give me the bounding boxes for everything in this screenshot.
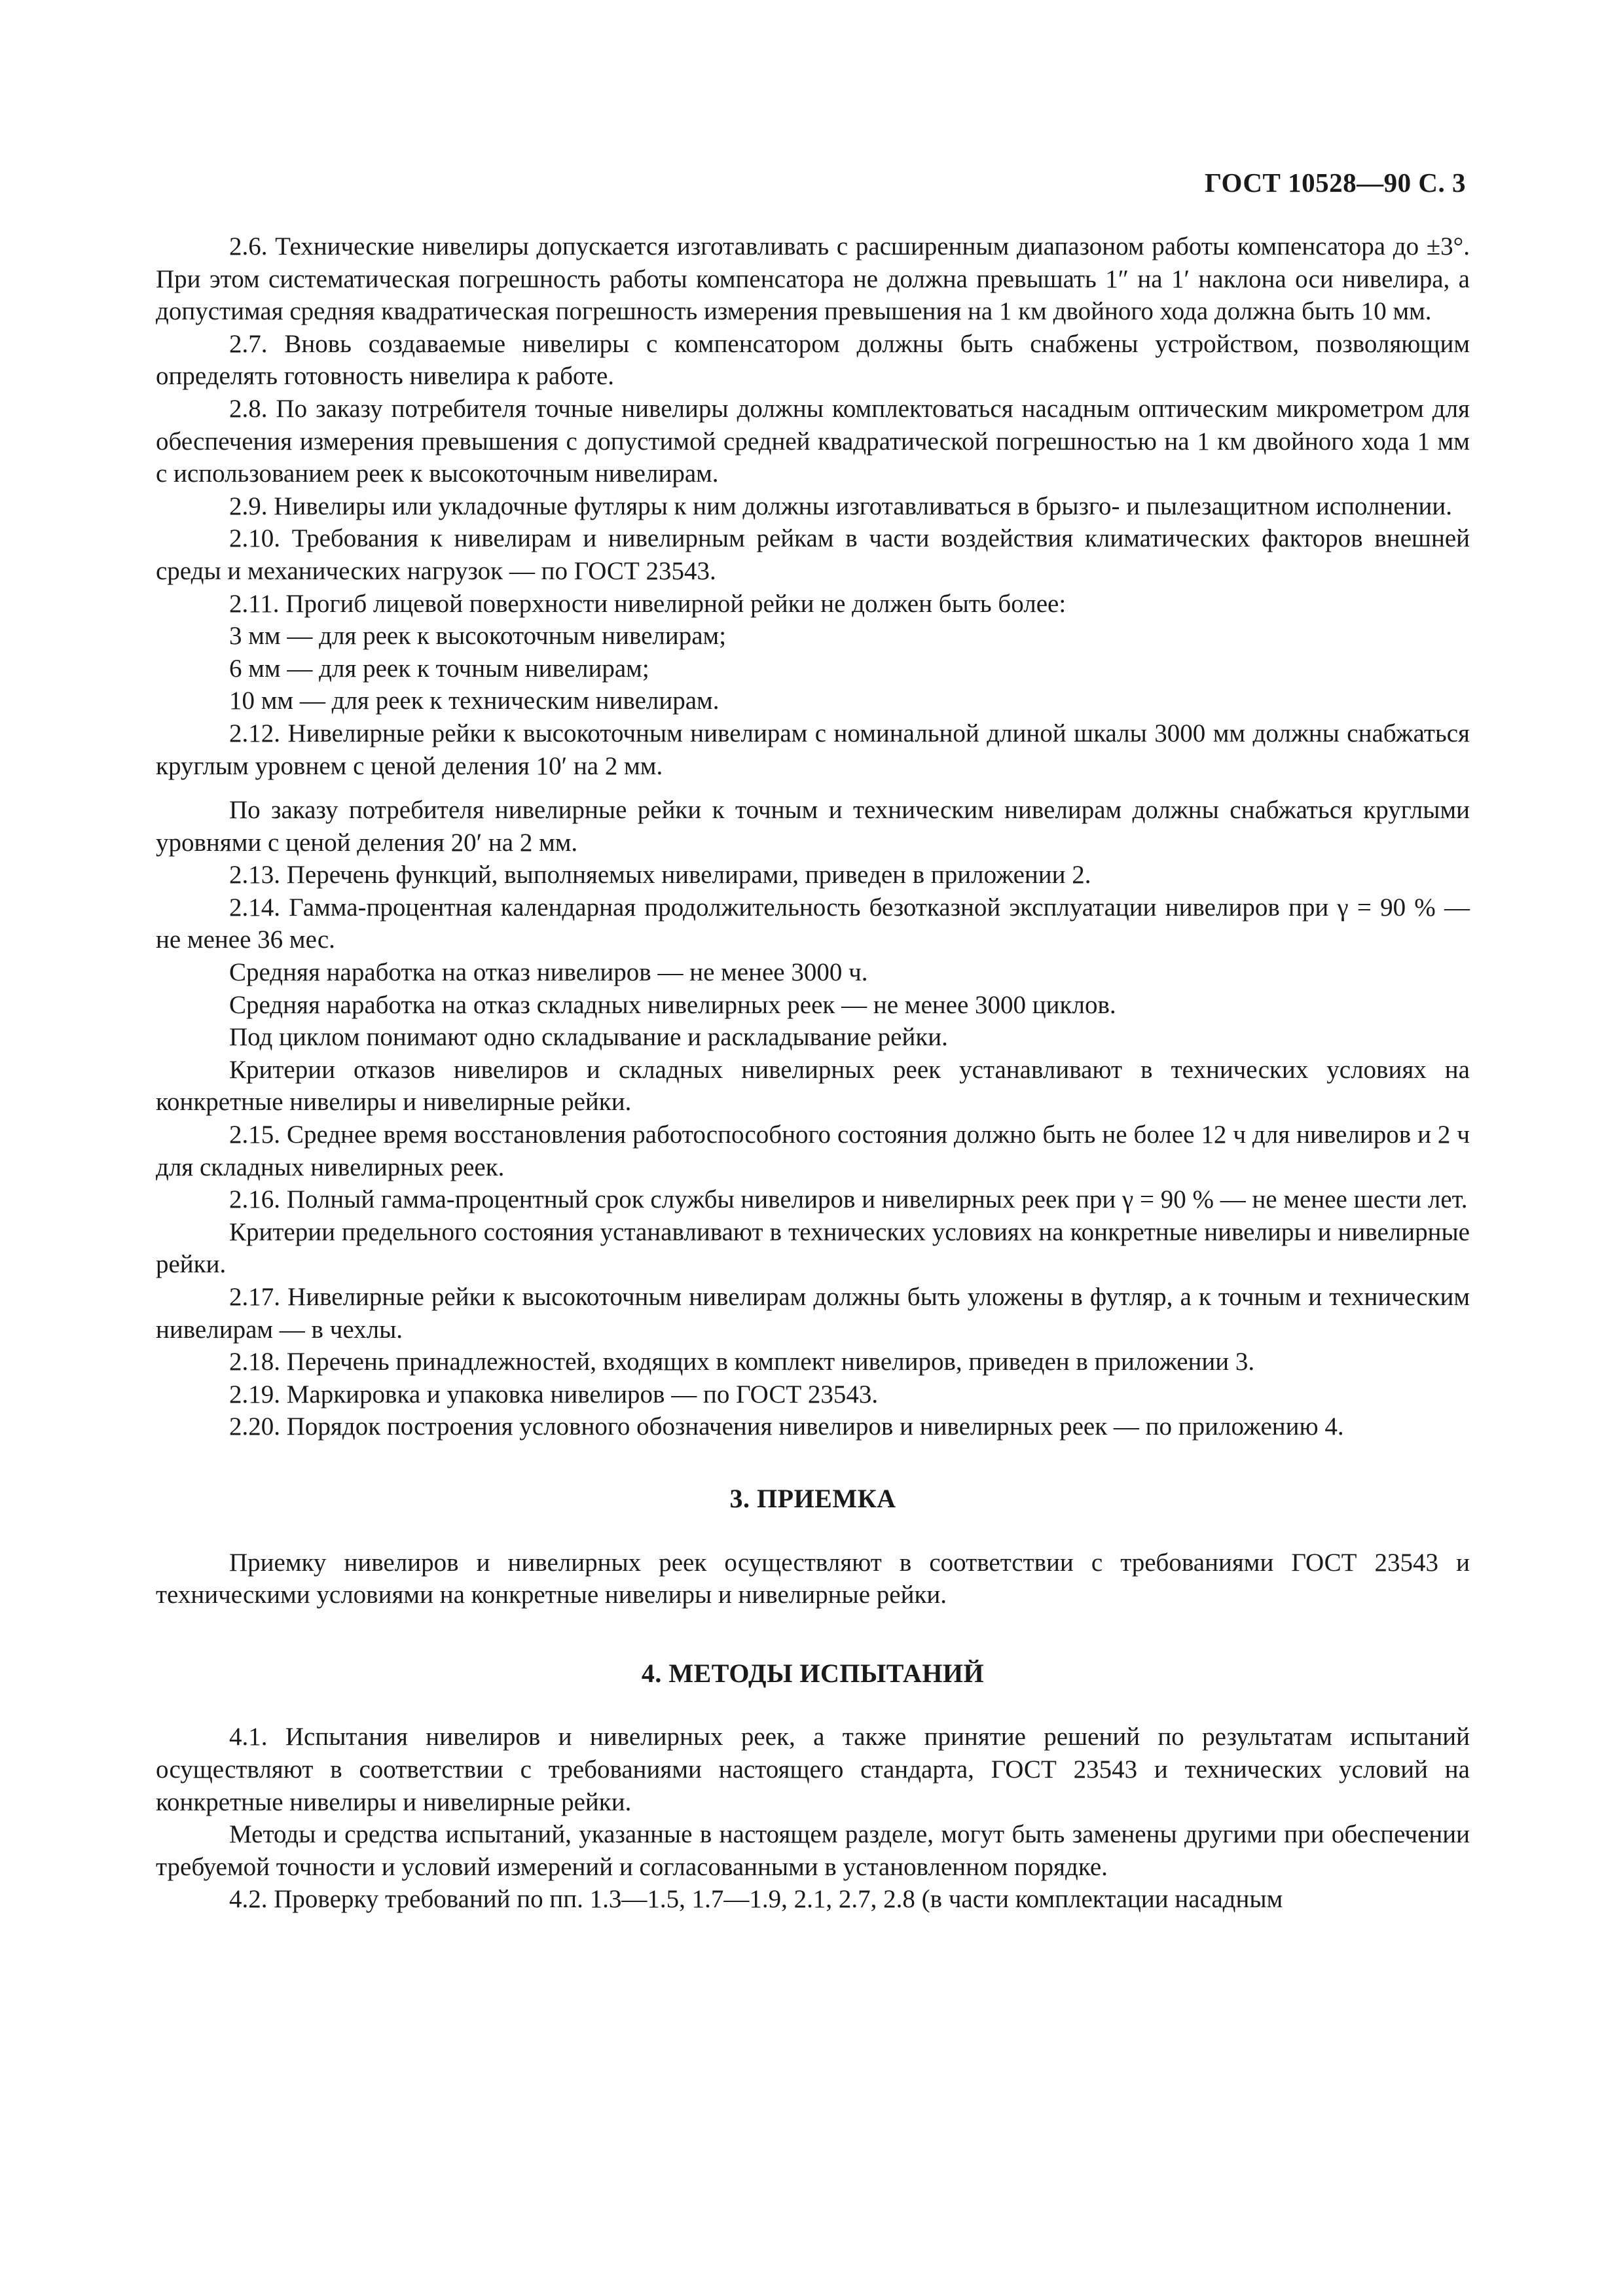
paragraph-2-19: 2.19. Маркировка и упаковка нивелиров — по ГОСТ 23543.	[229, 1380, 879, 1408]
paragraph-2-16: 2.16. Полный гамма-процентный срок службы нивелиров и нивелирных реек при γ = 90 % — не менее шести лет.	[229, 1185, 1468, 1214]
paragraph-2-15: 2.15. Среднее время восстановления работоспособного состояния должно быть не более 12 ч для нивелиров и 2 ч для складных нивелирных реек.	[156, 1121, 1470, 1181]
list-item-10mm: 10 мм — для реек к техническим нивелирам.	[229, 687, 720, 715]
paragraph-2-14-mtbf-rods: Средняя наработка на отказ складных нивелирных реек — не менее 3000 циклов.	[229, 990, 1116, 1019]
section-3-text: Приемку нивелиров и нивелирных реек осуществляют в соответствии с требованиями ГОСТ 23543 и техническими условиями на конкретные нивелиры и нивелирные рейки.	[156, 1548, 1470, 1609]
paragraph-2-14-criteria: Критерии отказов нивелиров и складных нивелирных реек устанавливают в технических условиях на конкретные нивелиры и нивелирные рейки.	[156, 1055, 1470, 1117]
paragraph-4-2: 4.2. Проверку требований по пп. 1.3—1.5, 1.7—1.9, 2.1, 2.7, 2.8 (в части комплектации насадным	[229, 1885, 1283, 1914]
section-3-title: 3. ПРИЕМКА	[729, 1483, 896, 1513]
list-item-3mm: 3 мм — для реек к высокоточным нивелирам;	[229, 622, 727, 651]
paragraph-2-12-order: По заказу потребителя нивелирные рейки к точным и техническим нивелирам должны снабжаться круглыми уровнями с ценой деления 20′ на 2 мм.	[156, 796, 1470, 857]
paragraph-2-14-cycle: Под циклом понимают одно складывание и раскладывание рейки.	[229, 1023, 948, 1052]
paragraph-2-18: 2.18. Перечень принадлежностей, входящих в комплект нивелиров, приведен в приложении 3.	[229, 1348, 1255, 1376]
paragraph-4-1: 4.1. Испытания нивелиров и нивелирных реек, а также принятие решений по результатам испытаний осуществляют в соответствии с требованиями настоящего стандарта, ГОСТ 23543 и технических условий на конкретные нивелиры и нивелирные рейки.	[156, 1723, 1470, 1816]
paragraph-2-12: 2.12. Нивелирные рейки к высокоточным нивелирам с номинальной длиной шкалы 3000 мм должны снабжаться круглым уровнем с ценой деления 10′ на 2 мм.	[156, 719, 1470, 780]
paragraph-2-11: 2.11. Прогиб лицевой поверхности нивелирной рейки не должен быть более:	[229, 589, 1067, 618]
document-body	[156, 230, 1470, 1916]
paragraph-2-17: 2.17. Нивелирные рейки к высокоточным нивелирам должны быть уложены в футляр, а к точным и техническим нивелирам — в чехлы.	[156, 1283, 1470, 1344]
page-header: ГОСТ 10528—90 С. 3	[1204, 168, 1466, 198]
paragraph-4-1-methods: Методы и средства испытаний, указанные в настоящем разделе, могут быть заменены другими при обеспечении требуемой точности и условий измерений и согласованными в установленном порядке.	[156, 1820, 1470, 1881]
paragraph-2-7: 2.7. Вновь создаваемые нивелиры с компенсатором должны быть снабжены устройством, позволяющим определять готовность нивелира к работе.	[156, 329, 1470, 391]
paragraph-2-13: 2.13. Перечень функций, выполняемых нивелирами, приведен в приложении 2.	[229, 861, 1091, 889]
paragraph-2-16-criteria: Критерии предельного состояния устанавливают в технических условиях на конкретные нивелиры и нивелирные рейки.	[156, 1217, 1470, 1279]
paragraph-2-9: 2.9. Нивелиры или укладочные футляры к ним должны изготавливаться в брызго- и пылезащитном исполнении.	[229, 492, 1452, 520]
paragraph-2-14-mtbf: Средняя наработка на отказ нивелиров — не менее 3000 ч.	[229, 958, 868, 987]
paragraph-2-10: 2.10. Требования к нивелирам и нивелирным рейкам в части воздействия климатических факторов внешней среды и механических нагрузок — по ГОСТ 23543.	[156, 524, 1470, 585]
section-4-title: 4. МЕТОДЫ ИСПЫТАНИЙ	[641, 1658, 985, 1688]
list-item-6mm: 6 мм — для реек к точным нивелирам;	[229, 654, 649, 683]
paragraph-2-8: 2.8. По заказу потребителя точные нивелиры должны комплектоваться насадным оптическим микрометром для обеспечения измерения превышения с допустимой средней квадратической погрешностью на 1 км двойного хода 1 мм с использованием реек к высокоточным нивелирам.	[156, 394, 1470, 488]
paragraph-2-14: 2.14. Гамма-процентная календарная продолжительность безотказной эксплуатации нивелиров при γ = 90 % — не менее 36 мес.	[156, 893, 1470, 954]
paragraph-2-6: 2.6. Технические нивелиры допускается изготавливать с расширенным диапазоном работы компенсатора до ±3°. При этом систематическая погрешность работы компенсатора не должна превышать 1″ на 1′ наклона оси нивелира, а допустимая средняя квадратическая погрешность измерения превышения на 1 км двойного хода должна быть 10 мм.	[156, 232, 1470, 326]
paragraph-2-20: 2.20. Порядок построения условного обозначения нивелиров и нивелирных реек — по приложению 4.	[229, 1412, 1344, 1441]
